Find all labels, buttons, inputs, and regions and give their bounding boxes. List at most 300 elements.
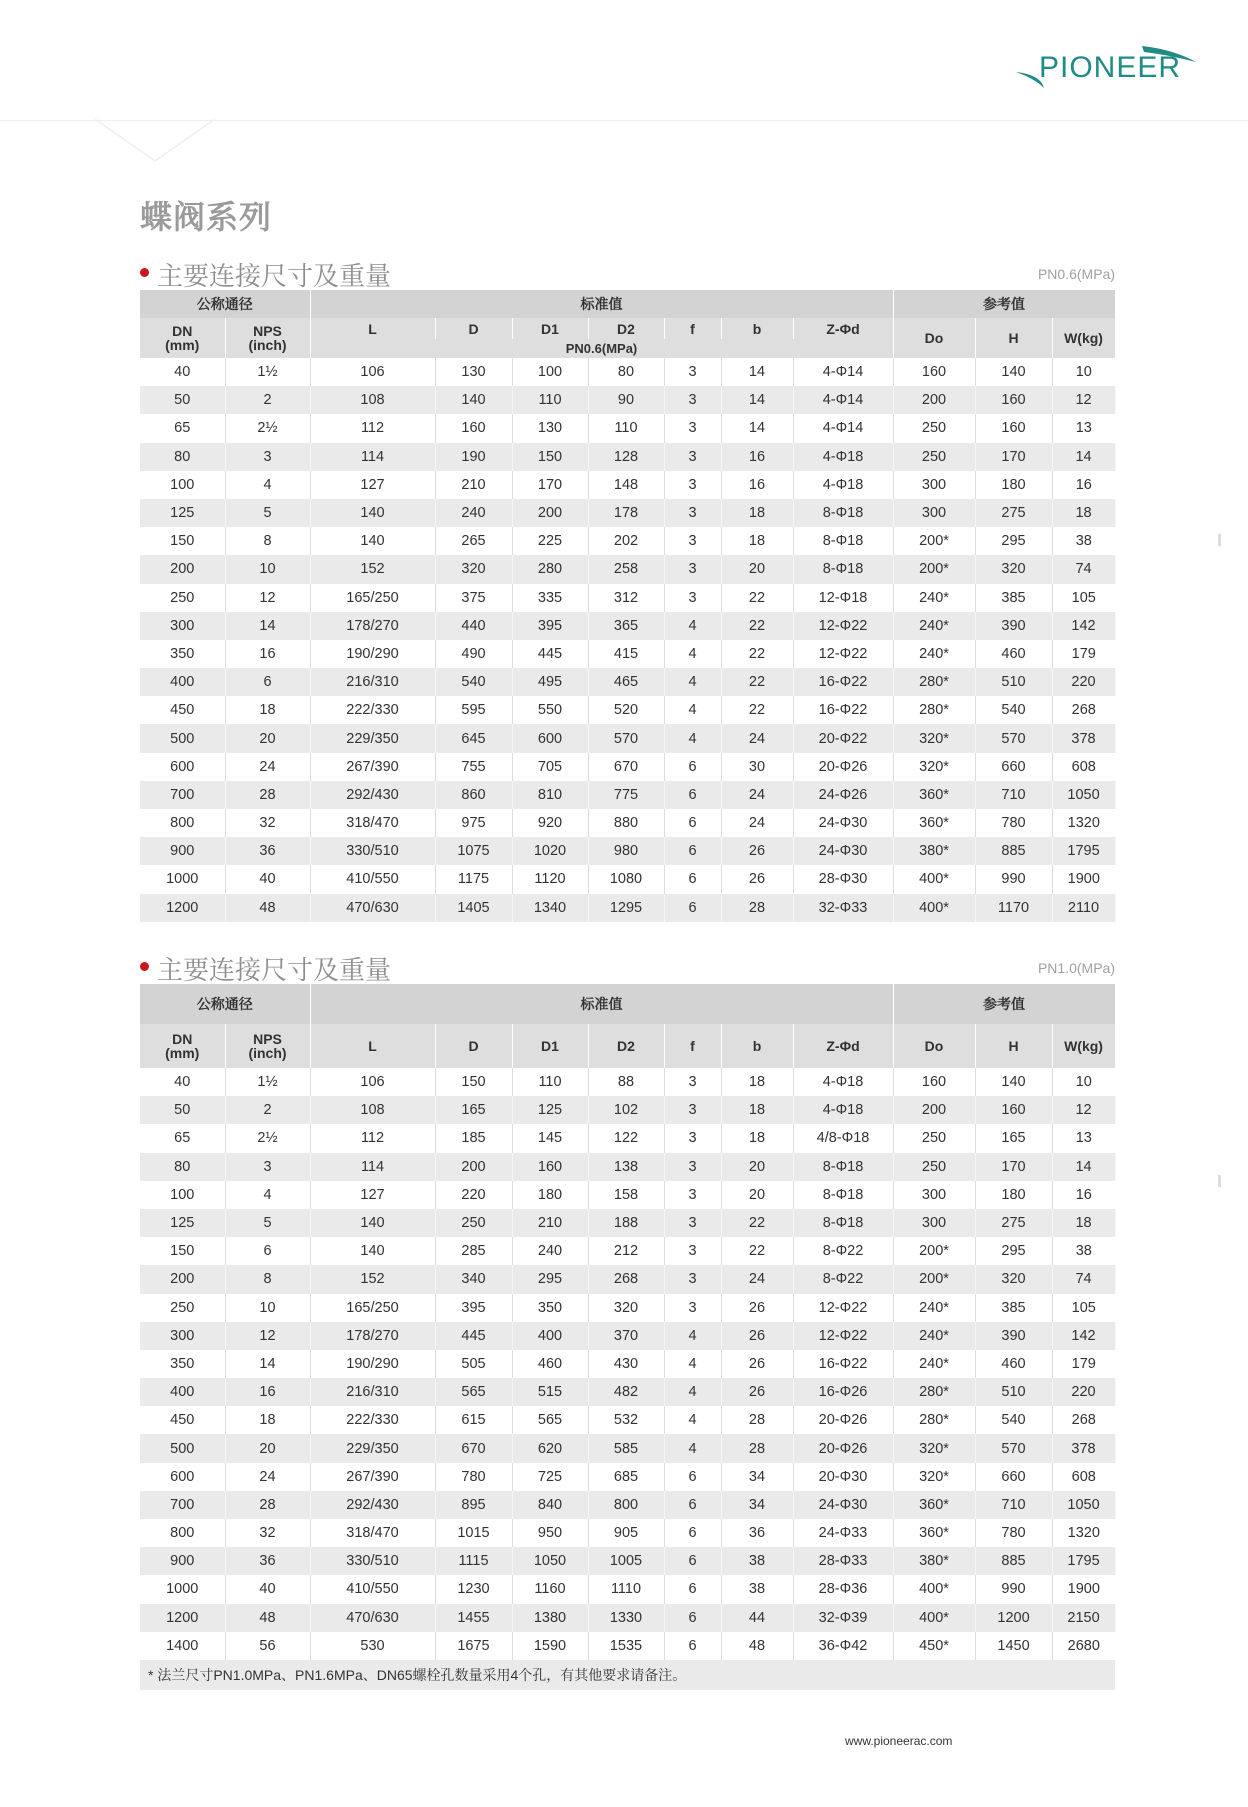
table-cell: 8-Φ22 [793, 1237, 893, 1265]
table-cell: 16-Φ26 [793, 1378, 893, 1406]
table-cell: 395 [435, 1294, 512, 1322]
table-cell: 127 [310, 1181, 435, 1209]
table-cell: 1200 [140, 1604, 225, 1632]
table-cell: 140 [435, 386, 512, 414]
table-cell: 725 [512, 1463, 588, 1491]
table-cell: 500 [140, 1434, 225, 1462]
table-cell: 267/390 [310, 1463, 435, 1491]
table-cell: 8-Φ18 [793, 1209, 893, 1237]
table-cell: 10 [225, 1294, 310, 1322]
table-cell: 127 [310, 471, 435, 499]
table-cell: 200 [140, 555, 225, 583]
table-cell: 390 [975, 612, 1052, 640]
table-cell: 108 [310, 386, 435, 414]
table-cell: 6 [664, 809, 721, 837]
table-cell: 4-Φ18 [793, 443, 893, 471]
table-cell: 320 [975, 1265, 1052, 1293]
table-cell: 36 [721, 1519, 793, 1547]
table-cell: 300 [893, 499, 975, 527]
table-cell: 3 [664, 1237, 721, 1265]
table-cell: 800 [140, 809, 225, 837]
table-cell: 12 [225, 584, 310, 612]
table-cell: 38 [1052, 527, 1115, 555]
table-cell: 285 [435, 1237, 512, 1265]
table-cell: 24 [721, 1265, 793, 1293]
table-cell: 1120 [512, 865, 588, 893]
table-cell: 6 [225, 1237, 310, 1265]
table-cell: 220 [1052, 1378, 1115, 1406]
table-cell: 4 [664, 1406, 721, 1434]
table-cell: 4 [664, 1350, 721, 1378]
table-cell: 16-Φ22 [793, 1350, 893, 1378]
col-header-f: f [664, 1024, 721, 1068]
table-cell: 12-Φ22 [793, 1294, 893, 1322]
table-cell: 225 [512, 527, 588, 555]
table-cell: 8 [225, 527, 310, 555]
table-cell: 16 [1052, 471, 1115, 499]
table-cell: 608 [1052, 753, 1115, 781]
table-row [140, 640, 1115, 668]
table-cell: 300 [140, 612, 225, 640]
table-cell: 585 [588, 1434, 664, 1462]
table-cell: 1380 [512, 1604, 588, 1632]
table-cell: 106 [310, 1068, 435, 1096]
table-cell: 1000 [140, 865, 225, 893]
table-row [140, 696, 1115, 724]
table-cell: 36 [225, 1547, 310, 1575]
table-cell: 4 [664, 612, 721, 640]
table-cell: 240* [893, 612, 975, 640]
table-cell: 24 [225, 753, 310, 781]
table-cell: 160 [893, 358, 975, 386]
table-cell: 6 [664, 1463, 721, 1491]
table-cell: 268 [588, 1265, 664, 1293]
table-cell: 6 [664, 894, 721, 922]
table-cell: 158 [588, 1181, 664, 1209]
table-cell: 108 [310, 1096, 435, 1124]
table-cell: 460 [975, 640, 1052, 668]
table-cell: 360* [893, 781, 975, 809]
section-pressure: PN1.0(MPa) [1037, 960, 1115, 976]
table-cell: 3 [664, 584, 721, 612]
table-cell: 22 [721, 1237, 793, 1265]
table-cell: 200 [435, 1153, 512, 1181]
table-cell: 32-Φ33 [793, 894, 893, 922]
table-cell: 3 [664, 1209, 721, 1237]
table-row [140, 1068, 1115, 1096]
table-cell: 510 [975, 668, 1052, 696]
table-cell: 24-Φ26 [793, 781, 893, 809]
table-cell: 710 [975, 1491, 1052, 1519]
table-cell: 4 [225, 471, 310, 499]
table-cell: 240 [435, 499, 512, 527]
table-cell: 22 [721, 668, 793, 696]
table-cell: 450* [893, 1632, 975, 1660]
table-cell: 28-Φ33 [793, 1547, 893, 1575]
table-cell: 660 [975, 753, 1052, 781]
table-cell: 400 [512, 1322, 588, 1350]
table-row [140, 1209, 1115, 1237]
table-cell: 26 [721, 1350, 793, 1378]
table-cell: 10 [1052, 358, 1115, 386]
table-cell: 1295 [588, 894, 664, 922]
table-cell: 28 [225, 1491, 310, 1519]
table-cell: 200 [512, 499, 588, 527]
col-header-nps: NPS (inch) [225, 318, 310, 358]
table-cell: 1795 [1052, 1547, 1115, 1575]
table-cell: 532 [588, 1406, 664, 1434]
table-cell: 268 [1052, 1406, 1115, 1434]
table-cell: 160 [975, 1096, 1052, 1124]
table-cell: 16-Φ22 [793, 696, 893, 724]
table-cell: 275 [975, 499, 1052, 527]
table-cell: 2 [225, 386, 310, 414]
table-cell: 188 [588, 1209, 664, 1237]
table-cell: 2½ [225, 1124, 310, 1152]
table-cell: 22 [721, 584, 793, 612]
table-cell: 180 [975, 1181, 1052, 1209]
table-cell: 200* [893, 555, 975, 583]
table-cell: 114 [310, 1153, 435, 1181]
table-cell: 3 [664, 1153, 721, 1181]
table-cell: 465 [588, 668, 664, 696]
table-cell: 320* [893, 753, 975, 781]
table-cell: 128 [588, 443, 664, 471]
table-body [140, 358, 1115, 922]
table-cell: 112 [310, 414, 435, 442]
table-footnote: * 法兰尺寸PN1.0MPa、PN1.6MPa、DN65螺栓孔数量采用4个孔，有其他要求请备注。 [140, 1660, 1115, 1690]
table-cell: 375 [435, 584, 512, 612]
table-cell: 8-Φ18 [793, 527, 893, 555]
table-cell: 520 [588, 696, 664, 724]
table-cell: 6 [664, 1547, 721, 1575]
table-cell: 895 [435, 1491, 512, 1519]
table-cell: 350 [512, 1294, 588, 1322]
table-cell: 885 [975, 837, 1052, 865]
group-header-standard: 标准值 [310, 984, 893, 1024]
table-cell: 320 [435, 555, 512, 583]
table-cell: 65 [140, 1124, 225, 1152]
sub-pressure-header: PN0.6(MPa) [310, 339, 893, 358]
table-cell: 48 [721, 1632, 793, 1660]
page-title: 蝶阀系列 [140, 198, 273, 236]
table-cell: 12 [1052, 1096, 1115, 1124]
table-cell: 212 [588, 1237, 664, 1265]
table-cell: 4/8-Φ18 [793, 1124, 893, 1152]
table-cell: 292/430 [310, 1491, 435, 1519]
table-cell: 4-Φ18 [793, 471, 893, 499]
table-cell: 8-Φ22 [793, 1265, 893, 1293]
table-cell: 12-Φ22 [793, 612, 893, 640]
table-cell: 125 [512, 1096, 588, 1124]
table-cell: 3 [664, 527, 721, 555]
table-cell: 4 [664, 696, 721, 724]
dimensions-table-pn06 [140, 290, 1116, 922]
table-cell: 685 [588, 1463, 664, 1491]
table-cell: 1340 [512, 894, 588, 922]
table-cell: 1050 [1052, 1491, 1115, 1519]
table-cell: 3 [664, 1181, 721, 1209]
table-cell: 14 [1052, 443, 1115, 471]
table-cell: 400* [893, 894, 975, 922]
table-cell: 229/350 [310, 724, 435, 752]
table-cell: 130 [435, 358, 512, 386]
table-cell: 44 [721, 1604, 793, 1632]
table-cell: 165/250 [310, 1294, 435, 1322]
table-cell: 8-Φ18 [793, 499, 893, 527]
table-cell: 3 [664, 555, 721, 583]
table-cell: 142 [1052, 612, 1115, 640]
table-cell: 780 [975, 1519, 1052, 1547]
table-cell: 1900 [1052, 865, 1115, 893]
table-cell: 565 [435, 1378, 512, 1406]
table-cell: 1320 [1052, 1519, 1115, 1547]
table-cell: 445 [512, 640, 588, 668]
table-cell: 2680 [1052, 1632, 1115, 1660]
table-cell: 240* [893, 1350, 975, 1378]
table-cell: 1015 [435, 1519, 512, 1547]
table-cell: 150 [140, 527, 225, 555]
table-cell: 4-Φ18 [793, 1068, 893, 1096]
table-row [140, 724, 1115, 752]
table-cell: 10 [1052, 1068, 1115, 1096]
table-cell: 4 [225, 1181, 310, 1209]
table-cell: 320* [893, 724, 975, 752]
table-cell: 16 [1052, 1181, 1115, 1209]
table-cell: 295 [512, 1265, 588, 1293]
table-cell: 165 [435, 1096, 512, 1124]
table-row [140, 668, 1115, 696]
table-cell: 4 [664, 1434, 721, 1462]
table-row [140, 499, 1115, 527]
table-cell: 26 [721, 1378, 793, 1406]
table-cell: 150 [140, 1237, 225, 1265]
table-cell: 350 [140, 1350, 225, 1378]
col-header-zd: Z-Φd [793, 318, 893, 339]
table-cell: 385 [975, 584, 1052, 612]
table-cell: 1080 [588, 865, 664, 893]
table-cell: 515 [512, 1378, 588, 1406]
table-cell: 88 [588, 1068, 664, 1096]
table-cell: 220 [1052, 668, 1115, 696]
table-cell: 1230 [435, 1575, 512, 1603]
table-cell: 140 [310, 499, 435, 527]
table-cell: 3 [664, 386, 721, 414]
col-header-do: Do [893, 318, 975, 358]
table-row [140, 1322, 1115, 1350]
table-cell: 608 [1052, 1463, 1115, 1491]
table-cell: 280* [893, 668, 975, 696]
table-cell: 80 [588, 358, 664, 386]
table-cell: 190/290 [310, 1350, 435, 1378]
table-cell: 1535 [588, 1632, 664, 1660]
table-cell: 595 [435, 696, 512, 724]
table-cell: 28-Φ36 [793, 1575, 893, 1603]
col-header-d1: D1 [512, 318, 588, 339]
table-row [140, 612, 1115, 640]
table-cell: 6 [664, 1632, 721, 1660]
table-cell: 8-Φ18 [793, 555, 893, 583]
table-cell: 216/310 [310, 668, 435, 696]
table-cell: 18 [721, 1124, 793, 1152]
table-cell: 1675 [435, 1632, 512, 1660]
table-cell: 800 [140, 1519, 225, 1547]
table-cell: 110 [588, 414, 664, 442]
table-cell: 360* [893, 1519, 975, 1547]
table-cell: 1160 [512, 1575, 588, 1603]
table-cell: 312 [588, 584, 664, 612]
table-cell: 24 [721, 724, 793, 752]
table-cell: 140 [310, 1237, 435, 1265]
table-cell: 540 [975, 1406, 1052, 1434]
table-cell: 24-Φ30 [793, 1491, 893, 1519]
table-cell: 110 [512, 1068, 588, 1096]
table-cell: 410/550 [310, 1575, 435, 1603]
table-cell: 216/310 [310, 1378, 435, 1406]
table-cell: 178/270 [310, 1322, 435, 1350]
table-cell: 1000 [140, 1575, 225, 1603]
table-cell: 165 [975, 1124, 1052, 1152]
table-cell: 4 [664, 640, 721, 668]
table-cell: 670 [435, 1434, 512, 1462]
table-cell: 3 [664, 471, 721, 499]
col-header-l: L [310, 318, 435, 339]
table-cell: 258 [588, 555, 664, 583]
table-cell: 40 [225, 1575, 310, 1603]
bullet-dot-icon [140, 962, 149, 971]
table-cell: 6 [664, 781, 721, 809]
table-cell: 360* [893, 1491, 975, 1519]
col-header-b: b [721, 318, 793, 339]
table-cell: 80 [140, 443, 225, 471]
table-cell: 275 [975, 1209, 1052, 1237]
col-header-l: L [310, 1024, 435, 1068]
table-cell: 2110 [1052, 894, 1115, 922]
table-cell: 26 [721, 837, 793, 865]
table-cell: 570 [975, 724, 1052, 752]
table-cell: 320* [893, 1463, 975, 1491]
table-cell: 700 [140, 1491, 225, 1519]
table-cell: 565 [512, 1406, 588, 1434]
table-cell: 6 [664, 865, 721, 893]
table-cell: 170 [512, 471, 588, 499]
table-cell: 210 [435, 471, 512, 499]
table-cell: 8-Φ18 [793, 1181, 893, 1209]
table-cell: 755 [435, 753, 512, 781]
table-cell: 1200 [140, 894, 225, 922]
table-row [140, 1575, 1115, 1603]
table-cell: 160 [975, 414, 1052, 442]
table-cell: 395 [512, 612, 588, 640]
table-cell: 860 [435, 781, 512, 809]
table-cell: 500 [140, 724, 225, 752]
table-cell: 14 [225, 1350, 310, 1378]
table-cell: 3 [664, 1124, 721, 1152]
table-cell: 20 [721, 1181, 793, 1209]
table-cell: 3 [664, 1096, 721, 1124]
table-cell: 130 [512, 414, 588, 442]
table-cell: 105 [1052, 584, 1115, 612]
table-cell: 370 [588, 1322, 664, 1350]
table-row [140, 1378, 1115, 1406]
table-cell: 152 [310, 555, 435, 583]
table-row [140, 781, 1115, 809]
table-cell: 775 [588, 781, 664, 809]
table-cell: 14 [1052, 1153, 1115, 1181]
table-cell: 4 [664, 668, 721, 696]
table-cell: 318/470 [310, 1519, 435, 1547]
table-cell: 540 [435, 668, 512, 696]
table-cell: 460 [512, 1350, 588, 1378]
section-header [140, 256, 1115, 290]
table-cell: 20 [721, 555, 793, 583]
table-cell: 570 [588, 724, 664, 752]
table-cell: 28 [225, 781, 310, 809]
table-cell: 320 [975, 555, 1052, 583]
table-cell: 20 [225, 1434, 310, 1462]
table-cell: 160 [435, 414, 512, 442]
table-cell: 250 [893, 443, 975, 471]
table-cell: 16 [225, 1378, 310, 1406]
table-cell: 300 [140, 1322, 225, 1350]
table-cell: 470/630 [310, 1604, 435, 1632]
table-cell: 112 [310, 1124, 435, 1152]
table-cell: 16 [721, 471, 793, 499]
table-cell: 1050 [1052, 781, 1115, 809]
table-cell: 20-Φ30 [793, 1463, 893, 1491]
table-cell: 28 [721, 1434, 793, 1462]
table-cell: 1075 [435, 837, 512, 865]
col-header-nps: NPS (inch) [225, 1024, 310, 1068]
table-cell: 490 [435, 640, 512, 668]
table-row [140, 1265, 1115, 1293]
section-header [140, 950, 1115, 984]
table-cell: 660 [975, 1463, 1052, 1491]
table-cell: 20-Φ26 [793, 1406, 893, 1434]
table-cell: 980 [588, 837, 664, 865]
table-cell: 905 [588, 1519, 664, 1547]
table-cell: 400* [893, 1575, 975, 1603]
table-cell: 800 [588, 1491, 664, 1519]
table-cell: 114 [310, 443, 435, 471]
table-cell: 615 [435, 1406, 512, 1434]
table-cell: 178 [588, 499, 664, 527]
table-cell: 13 [1052, 1124, 1115, 1152]
table-cell: 318/470 [310, 809, 435, 837]
table-row [140, 358, 1115, 386]
table-cell: 1330 [588, 1604, 664, 1632]
table-cell: 1795 [1052, 837, 1115, 865]
col-header-d2: D2 [588, 318, 664, 339]
table-cell: 295 [975, 527, 1052, 555]
col-header-b: b [721, 1024, 793, 1068]
table-cell: 3 [664, 443, 721, 471]
table-cell: 1405 [435, 894, 512, 922]
col-header-f: f [664, 318, 721, 339]
table-cell: 36-Φ42 [793, 1632, 893, 1660]
table-cell: 920 [512, 809, 588, 837]
table-cell: 74 [1052, 1265, 1115, 1293]
table-row [140, 527, 1115, 555]
col-header-d: D [435, 318, 512, 339]
table-row [140, 1463, 1115, 1491]
table-cell: 280 [512, 555, 588, 583]
table-cell: 700 [140, 781, 225, 809]
table-row [140, 1547, 1115, 1575]
table-cell: 48 [225, 1604, 310, 1632]
table-cell: 1005 [588, 1547, 664, 1575]
table-cell: 380* [893, 1547, 975, 1575]
